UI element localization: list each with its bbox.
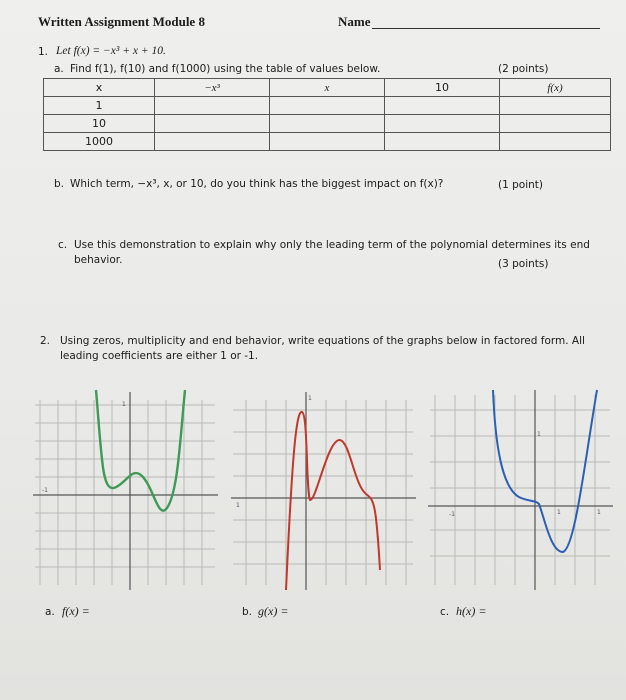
q1-number: 1. bbox=[38, 46, 49, 58]
values-table bbox=[43, 78, 611, 151]
q1c-label: c. bbox=[58, 239, 68, 251]
graph-b bbox=[228, 380, 418, 595]
table-row bbox=[44, 133, 611, 151]
q1c-text-line1: Use this demonstration to explain why only the leading term of the polynomial determines its end bbox=[74, 239, 590, 251]
answer-a-label: a. bbox=[45, 606, 55, 618]
q1a-text: Find f(1), f(10) and f(1000) using the table of values below. bbox=[70, 63, 381, 75]
graph-b-tick: 1 bbox=[308, 395, 312, 402]
table-input-cell[interactable] bbox=[385, 133, 500, 151]
graph-a-grid bbox=[35, 400, 215, 585]
table-input-cell[interactable] bbox=[155, 115, 270, 133]
graph-c-tick: 1 bbox=[557, 509, 561, 516]
graph-c-curve bbox=[493, 390, 597, 552]
graph-c-tick: 1 bbox=[597, 509, 601, 516]
name-field[interactable] bbox=[372, 28, 600, 29]
name-label: Name bbox=[338, 14, 371, 29]
table-header-cell: f(x) bbox=[500, 79, 611, 97]
graph-a-tick: 1 bbox=[122, 401, 126, 408]
graph-c-tick: 1 bbox=[537, 431, 541, 438]
table-header-cell: x bbox=[44, 79, 155, 97]
q1c-points: (3 points) bbox=[498, 258, 549, 270]
table-input-cell[interactable] bbox=[155, 133, 270, 151]
q1c-text-line2: behavior. bbox=[74, 254, 123, 266]
q1b-points: (1 point) bbox=[498, 179, 543, 191]
q2-text-line1: Using zeros, multiplicity and end behavior, write equations of the graphs below in factored form. All bbox=[60, 335, 585, 347]
table-input-cell[interactable] bbox=[500, 97, 611, 115]
q2-text-line2: leading coefficients are either 1 or -1. bbox=[60, 350, 259, 362]
q1-stem: Let f(x) = −x³ + x + 10. bbox=[56, 45, 166, 57]
table-input-cell[interactable] bbox=[270, 133, 385, 151]
graph-c bbox=[425, 380, 615, 595]
table-input-cell[interactable] bbox=[270, 97, 385, 115]
table-input-cell[interactable] bbox=[385, 115, 500, 133]
graph-c-tick: -1 bbox=[449, 511, 455, 518]
table-row bbox=[44, 97, 611, 115]
table-input-cell[interactable] bbox=[270, 115, 385, 133]
table-header-cell: 10 bbox=[385, 79, 500, 97]
table-header-cell: x bbox=[270, 79, 385, 97]
q2-number: 2. bbox=[40, 335, 51, 347]
table-x-cell: 1 bbox=[44, 97, 155, 115]
answer-c-label: c. bbox=[440, 606, 450, 618]
graph-b-tick: 1 bbox=[236, 502, 240, 509]
table-x-cell: 1000 bbox=[44, 133, 155, 151]
table-input-cell[interactable] bbox=[500, 115, 611, 133]
answer-b-field[interactable] bbox=[306, 600, 406, 618]
graph-b-grid bbox=[233, 400, 413, 585]
table-input-cell[interactable] bbox=[155, 97, 270, 115]
graph-c-grid bbox=[430, 395, 610, 585]
table-x-cell: 10 bbox=[44, 115, 155, 133]
graph-a bbox=[30, 380, 220, 595]
answer-b-label: b. bbox=[242, 606, 253, 618]
table-input-cell[interactable] bbox=[500, 133, 611, 151]
page-title: Written Assignment Module 8 bbox=[38, 14, 205, 29]
answer-c-field[interactable] bbox=[504, 600, 604, 618]
answer-a-field[interactable] bbox=[110, 600, 210, 618]
table-header-row bbox=[44, 79, 611, 97]
table-row bbox=[44, 115, 611, 133]
q1b-label: b. bbox=[54, 178, 65, 190]
q1b-text: Which term, −x³, x, or 10, do you think has the biggest impact on f(x)? bbox=[70, 178, 444, 190]
answer-c-text: h(x) = bbox=[456, 604, 487, 618]
table-header-cell: −x³ bbox=[155, 79, 270, 97]
answer-a-text: f(x) = bbox=[62, 604, 90, 618]
graph-a-curve bbox=[96, 390, 185, 511]
q1a-label: a. bbox=[54, 63, 64, 75]
answer-b-text: g(x) = bbox=[258, 604, 289, 618]
table-input-cell[interactable] bbox=[385, 97, 500, 115]
graph-a-tick: -1 bbox=[42, 487, 48, 494]
q1a-points: (2 points) bbox=[498, 63, 549, 75]
